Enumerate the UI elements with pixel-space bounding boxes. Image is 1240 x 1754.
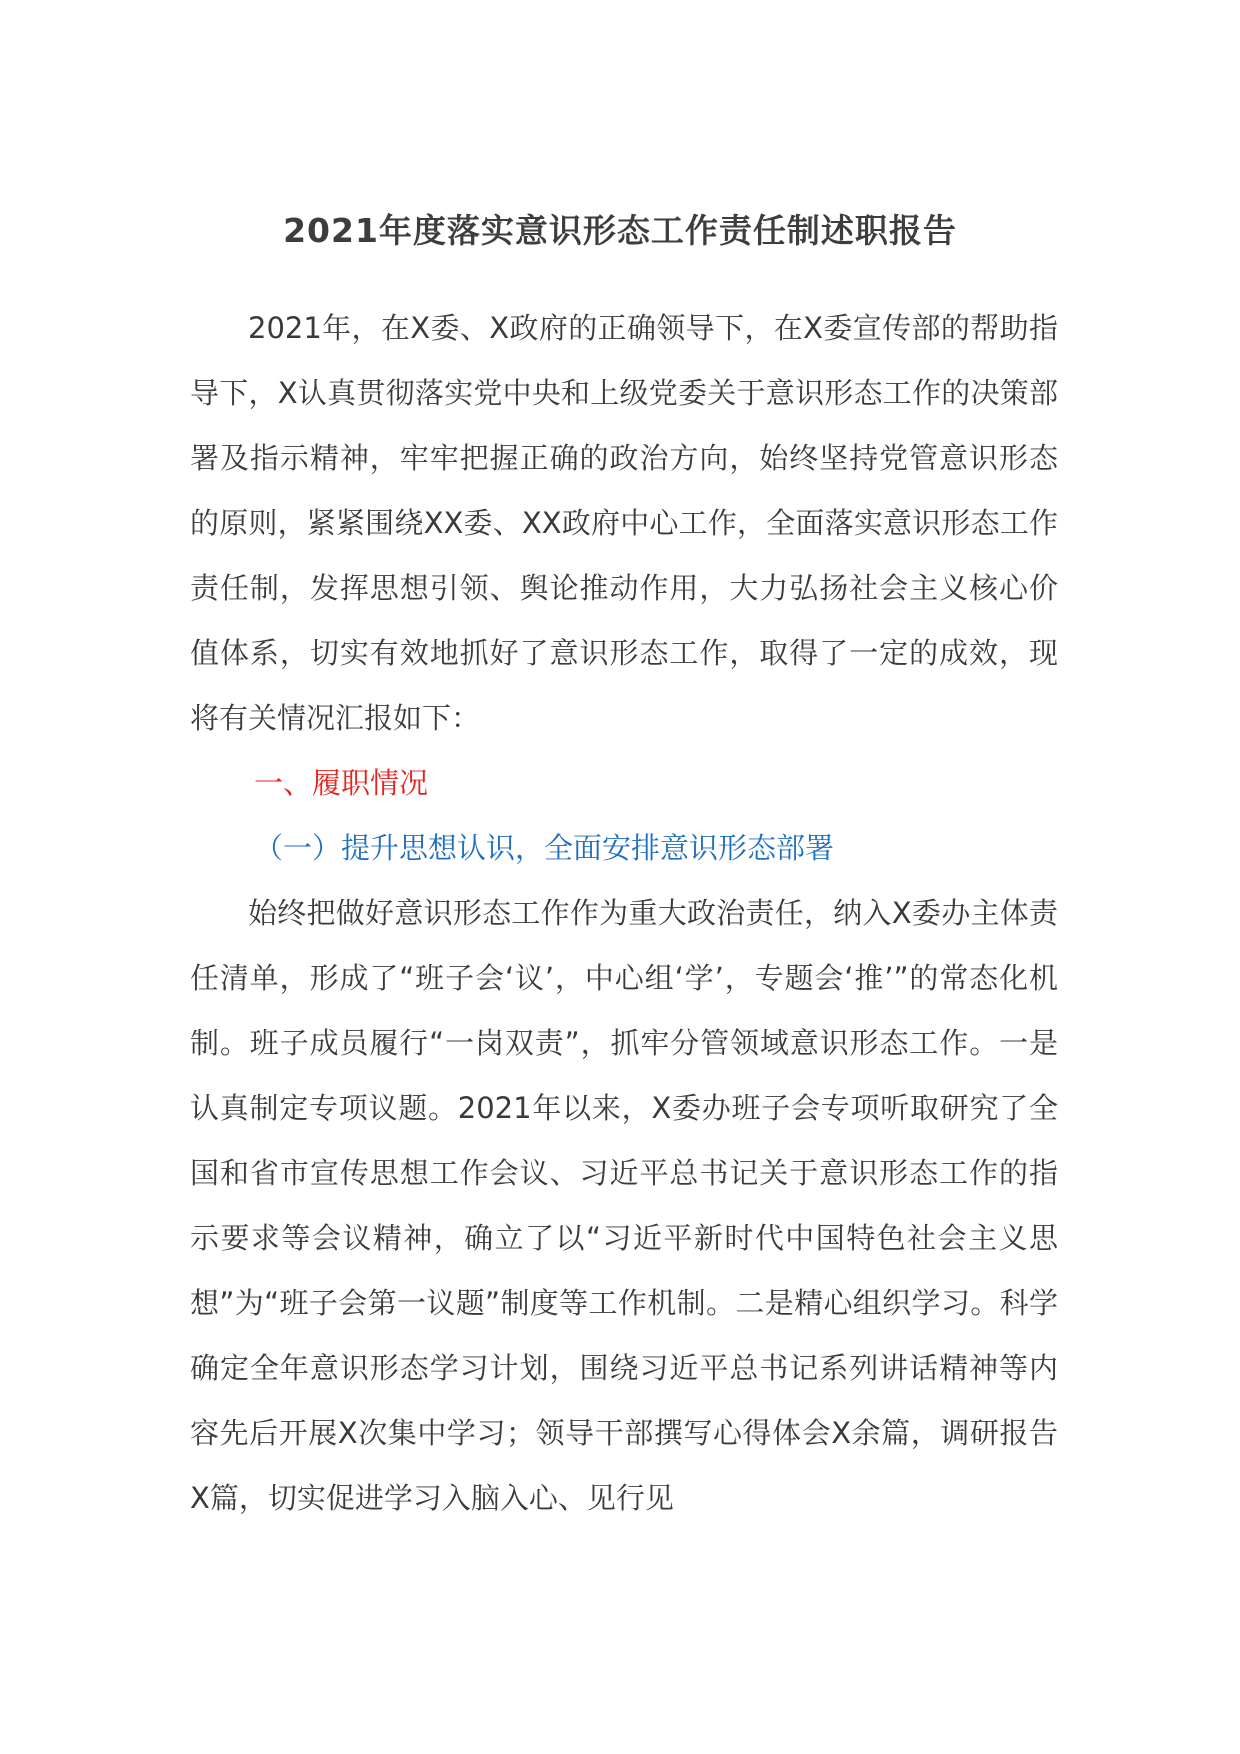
document-title: 2021年度落实意识形态工作责任制述职报告	[283, 211, 957, 250]
subsection-heading: （一）提升思想认识，全面安排意识形态部署	[254, 831, 835, 865]
intro-paragraph: 2021年，在X委、X政府的正确领导下，在X委宣传部的帮助指导下，X认真贯彻落实党中央和上级党委关于意识形态工作的决策部署及指示精神，牢牢把握正确的政治方向，始终坚持党管意识形态的原则，紧紧围绕XX委、XX政府中心工作，全面落实意识形态工作责任制，发挥思想引领、舆论推动作用，大力弘扬社会主义核心价值体系，切实有效地抓好了意识形态工作，取得了一定的成效，现将有关情况汇报如下：	[190, 311, 1058, 735]
section-heading: 一、履职情况	[254, 766, 429, 800]
section-paragraph: 始终把做好意识形态工作作为重大政治责任，纳入X委办主体责任清单，形成了“班子会‘议’，中心组‘学’，专题会‘推’”的常态化机制。班子成员履行“一岗双责”，抓牢分管领域意识形态工作。一是认真制定专项议题。2021年以来，X委办班子会专项听取研究了全国和省市宣传思想工作会议、习近平总书记关于意识形态工作的指示要求等会议精神，确立了以“习近平新时代中国特色社会主义思想”为“班子会第一议题”制度等工作机制。二是精心组织学习。科学确定全年意识形态学习计划，围绕习近平总书记系列讲话精神等内容先后开展X次集中学习；领导干部撰写心得体会X余篇，调研报告X篇，切实促进学习入脑入心、见行见	[190, 896, 1058, 1515]
